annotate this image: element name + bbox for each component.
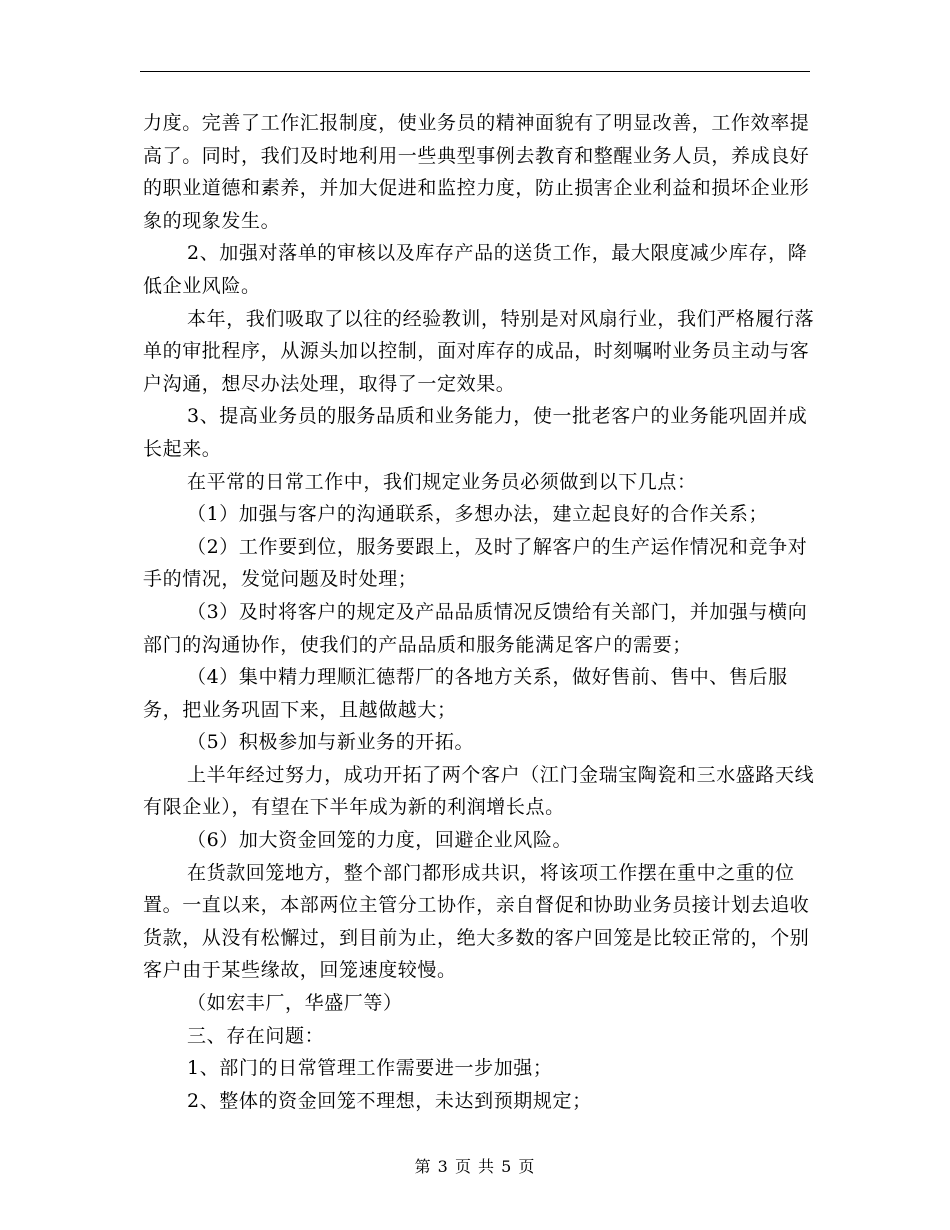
paragraph-3: 本年，我们吸取了以往的经验教训，特别是对风扇行业，我们严格履行落单的审批程序，从源头加以控制，面对库存的成品，时刻嘱咐业务员主动与客户沟通，想尽办法处理，取得了一定效果。 [143, 307, 815, 395]
list-item-5: （5）积极参加与新业务的开拓。 [187, 731, 475, 754]
list-item-3: （3）及时将客户的规定及产品品质情况反馈给有关部门，并加强与横向部门的沟通协作，使我们的产品品质和服务能满足客户的需要； [143, 600, 808, 656]
issue-item-1: 1、部门的日常管理工作需要进一步加强； [187, 1057, 553, 1080]
paragraph-7: 在货款回笼地方，整个部门都形成共识，将该项工作摆在重中之重的位置。一直以来，本部两位主管分工协作，亲自督促和协助业务员接计划去追收货款，从没有松懈过，到目前为止，绝大多数的客户回笼是比较正常的，个别客户由于某些缘故，回笼速度较慢。 [143, 861, 810, 982]
list-item-4: （4）集中精力理顺汇德帮厂的各地方关系，做好售前、售中、售后服务，把业务巩固下来，且越做越大； [143, 666, 788, 721]
paragraph-1: 力度。完善了工作汇报制度，使业务员的精神面貌有了明显改善，工作效率提高了。同时，我们及时地利用一些典型事例去教育和整醒业务人员，养成良好的职业道德和素养，并加大促进和监控力度，防止损害企业利益和损坏企业形象的现象发生。 [143, 112, 810, 232]
paragraph-2: 2、加强对落单的审核以及库存产品的送货工作，最大限度减少库存，降低企业风险。 [143, 242, 808, 297]
paragraph-5: 在平常的日常工作中，我们规定业务员必须做到以下几点： [187, 470, 697, 493]
list-item-6: （6）加大资金回笼的力度，回避企业风险。 [187, 829, 573, 852]
page-number: 第 3 页 共 5 页 [414, 1157, 536, 1176]
header-rule [140, 71, 810, 72]
list-item-2: （2）工作要到位，服务要跟上，及时了解客户的生产运作情况和竞争对手的情况，发觉问题及时处理； [143, 535, 808, 591]
issue-item-2: 2、整体的资金回笼不理想，未达到预期规定； [187, 1089, 592, 1112]
section-heading: 三、存在问题： [187, 1024, 325, 1047]
list-item-1: （1）加强与客户的沟通联系，多想办法，建立起良好的合作关系； [187, 503, 769, 526]
paragraph-4: 3、提高业务员的服务品质和业务能力，使一批老客户的业务能巩固并成长起来。 [143, 405, 808, 460]
document-body [143, 107, 815, 1117]
paragraph-8: （如宏丰厂，华盛厂等） [187, 992, 403, 1015]
paragraph-6: 上半年经过努力，成功开拓了两个客户（江门金瑞宝陶瓷和三水盛路天线有限企业），有望在下半年成为新的利润增长点。 [143, 763, 815, 819]
